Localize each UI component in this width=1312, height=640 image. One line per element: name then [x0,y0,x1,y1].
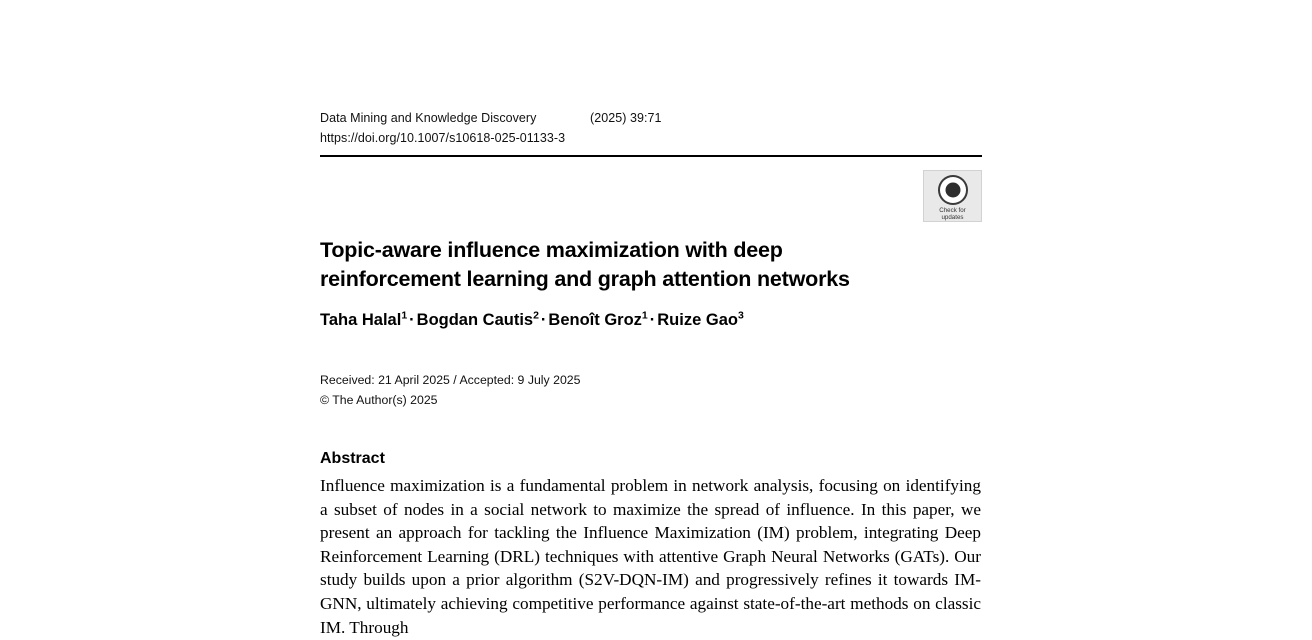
author-list [320,310,982,331]
crossmark-label [939,207,965,221]
copyright-line: © The Author(s) 2025 [320,392,438,407]
author-name: Taha Halal [320,311,402,329]
crossmark-label-line2: updates [941,213,964,221]
author-affiliation-marker: 1 [401,309,408,322]
publication-dates [320,371,982,410]
author-affiliation-marker: 3 [737,309,744,322]
abstract-heading: Abstract [320,450,385,467]
author-name: Ruize Gao [657,311,738,329]
journal-name: Data Mining and Knowledge Discovery [320,111,537,125]
journal-header [320,109,982,149]
crossmark-label-line1: Check for [939,206,966,214]
author-separator: · [649,311,656,329]
author-name: Bogdan Cautis [416,311,534,329]
journal-volume-issue: (2025) 39:71 [590,111,662,125]
author-affiliation-marker: 1 [641,309,648,322]
author-separator: · [540,311,547,329]
abstract-text: Influence maximization is a fundamental problem in network analysis, focusing on identifying a subset of nodes in a social network to maximize the spread of influence. In this paper, we present an approach for tackling the Influence Maximization (IM) problem, integrating Deep Reinforcement Learning (DRL) techniques with attentive Graph Neural Networks (GATs). Our study builds upon a prior algorithm (S2V-DQN-IM) and progressively refines it towards IM-GNN, ultimately achieving competitive performance against state-of-the-art methods on classic IM. Through [320,476,981,637]
journal-header-line [320,109,982,128]
crossmark-icon [938,175,968,205]
header-divider [320,155,982,157]
author-affiliation-marker: 2 [533,309,539,322]
received-accepted-line: Received: 21 April 2025 / Accepted: 9 July 2025 [320,373,581,387]
author-separator: · [409,311,415,329]
paper-content-column [320,0,982,640]
journal-doi-link[interactable]: https://doi.org/10.1007/s10618-025-01133-3 [320,131,566,146]
author-name: Benoît Groz [548,311,642,329]
paper-title: Topic-aware influence maximization with deep reinforcement learning and graph attention networks [320,238,850,291]
crossmark-badge[interactable] [923,170,982,222]
